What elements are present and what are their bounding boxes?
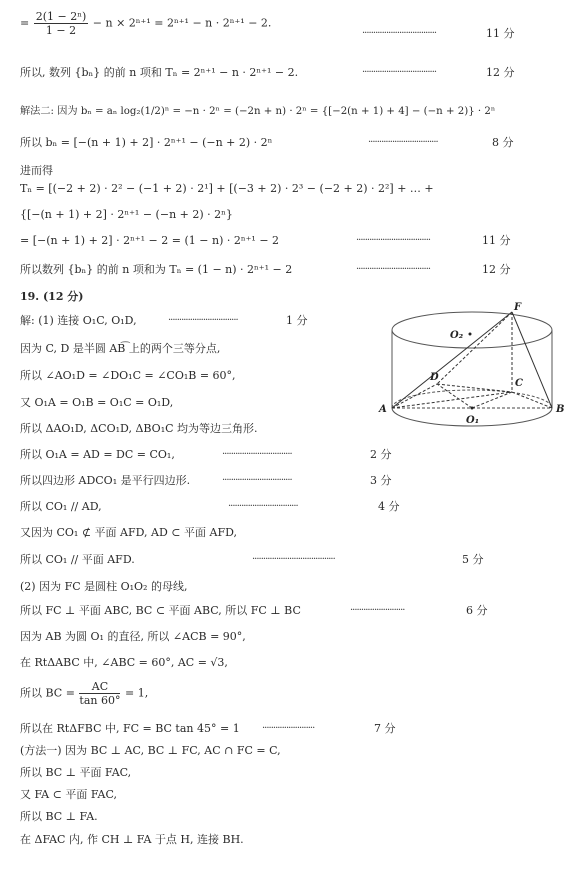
label-o1: O₁ [466,415,480,426]
fraction [79,680,120,707]
label-b: B [556,404,565,415]
text-line-18: 所以 CO₁ // AD, [20,500,102,513]
score-1: 1 分 [286,314,308,327]
dot-leader: ························· [350,605,405,616]
label-a: A [379,404,387,415]
text-line-23: 因为 AB 为圆 O₁ 的直径, 所以 ∠ACB = 90°, [20,630,246,643]
fraction-numerator: AC [79,680,120,694]
label-c: C [515,378,523,389]
dot-leader: ·································· [362,67,437,78]
text-line-31: 在 ΔFAC 内, 作 CH ⊥ FA 于点 H, 连接 BH. [20,833,244,846]
text-line-28: 所以 BC ⊥ 平面 FAC, [20,766,132,779]
dot-leader: ································ [228,501,298,512]
cylinder-figure [372,300,572,430]
fraction-denominator: 1 − 2 [45,24,77,37]
dot-leader: ································ [222,475,292,486]
text-line-3: 解法二: 因为 bₙ = aₙ log₂(1/2)ⁿ = −n · 2ⁿ = (−2n + n) · 2ⁿ = {[−2(n + 1) + 4] − (−n + 2)} · 2ⁿ [20,106,496,117]
fraction-denominator: tan 60° [79,694,121,707]
text-line-16: 所以 O₁A = AD = DC = CO₁, [20,448,175,461]
score-7: 7 分 [374,722,396,735]
text-line-4: 所以 bₙ = [−(n + 1) + 2] · 2ⁿ⁺¹ − (−n + 2) · 2ⁿ [20,136,273,149]
bottom-back-arc [392,390,552,408]
text-line-21: (2) 因为 FC 是圆柱 O₁O₂ 的母线, [20,580,188,593]
dot-leader: ························ [262,723,315,734]
score-2: 2 分 [370,448,392,461]
text-line-5: 进而得 [20,164,53,177]
point-o1 [471,407,474,410]
text-line-29: 又 FA ⊂ 平面 FAC, [20,788,117,801]
edge-fd [437,312,512,384]
label-f: F [514,302,522,313]
text-line-19: 又因为 CO₁ ⊄ 平面 AFD, AD ⊂ 平面 AFD, [20,526,238,539]
edge-o1d [437,384,472,408]
score-11-a: 11 分 [486,27,515,40]
dot-leader: ·································· [356,235,431,246]
fraction-numerator: 2(1 − 2ⁿ) [35,10,87,23]
edge-ad [392,384,437,408]
text-line-26: 所以在 RtΔFBC 中, FC = BC tan 45° = 1 [20,722,240,735]
equation-rest: − n × 2ⁿ⁺¹ = 2ⁿ⁺¹ − n · 2ⁿ⁺¹ − 2. [92,16,272,30]
text-line-24: 在 RtΔABC 中, ∠ABC = 60°, AC = √3, [20,656,228,669]
text-line-8: = [−(n + 1) + 2] · 2ⁿ⁺¹ − 2 = (1 − n) · 2ⁿ⁺¹ − 2 [20,234,280,247]
score-3: 3 分 [370,474,392,487]
text-line-30: 所以 BC ⊥ FA. [20,810,98,823]
equation-line-25 [20,680,148,707]
score-6: 6 分 [466,604,488,617]
fraction [34,10,89,37]
text-line-27: (方法一) 因为 BC ⊥ AC, BC ⊥ FC, AC ∩ FC = C, [20,744,281,757]
edge-fa [392,312,512,408]
score-8: 8 分 [492,136,514,149]
text-line-13: 所以 ∠AO₁D = ∠DO₁C = ∠CO₁B = 60°, [20,369,236,382]
score-12-b: 12 分 [482,263,511,276]
score-12-a: 12 分 [486,66,515,79]
equation-prefix: 所以 BC = [20,686,75,700]
text-line-7: {[−(n + 1) + 2] · 2ⁿ⁺¹ − (−n + 2) · 2ⁿ} [20,208,233,221]
edge-ac [392,392,512,408]
text-line-14: 又 O₁A = O₁B = O₁C = O₁D, [20,396,174,409]
dot-leader: ·································· [356,264,431,275]
label-o2: O₂ [450,330,464,341]
score-11-b: 11 分 [482,234,511,247]
text-line-17: 所以四边形 ADCO₁ 是平行四边形. [20,474,191,487]
equation-suffix: = 1, [124,686,149,700]
dot-leader: ································ [168,315,238,326]
top-ellipse [392,312,552,348]
text-line-20: 所以 CO₁ // 平面 AFD. [20,553,135,566]
text-line-11: 解: (1) 连接 O₁C, O₁D, [20,314,137,327]
score-5: 5 分 [462,553,484,566]
text-line-12: 因为 C, D 是半圆 AB͡ 上的两个三等分点, [20,342,221,355]
text-line-2: 所以, 数列 {bₙ} 的前 n 项和 Tₙ = 2ⁿ⁺¹ − n · 2ⁿ⁺¹ − 2. [20,66,299,79]
label-d: D [430,372,439,383]
dot-leader: ·································· [362,28,437,39]
equation-line-1: = $\frac{\text{2(1 − 2ⁿ)}}{1 - 2}$ − n × 2ⁿ⁺¹ = 2ⁿ⁺¹ − n · 2ⁿ⁺¹ − 2. [20,10,272,37]
dot-leader: ································ [222,449,292,460]
text-line-15: 所以 ΔAO₁D, ΔCO₁D, ΔBO₁C 均为等边三角形. [20,422,258,435]
text-line-9: 所以数列 {bₙ} 的前 n 项和为 Tₙ = (1 − n) · 2ⁿ⁺¹ − 2 [20,263,293,276]
text-line-6: Tₙ = [(−2 + 2) · 2² − (−1 + 2) · 2¹] + [(−3 + 2) · 2³ − (−2 + 2) · 2²] + … + [20,182,434,195]
dot-leader: ······································ [252,554,335,565]
problem-heading: 19. (12 分) [20,290,84,303]
score-4: 4 分 [378,500,400,513]
text-line-22: 所以 FC ⊥ 平面 ABC, BC ⊂ 平面 ABC, 所以 FC ⊥ BC [20,604,301,617]
dot-leader: ································ [368,137,438,148]
point-o2 [469,333,472,336]
